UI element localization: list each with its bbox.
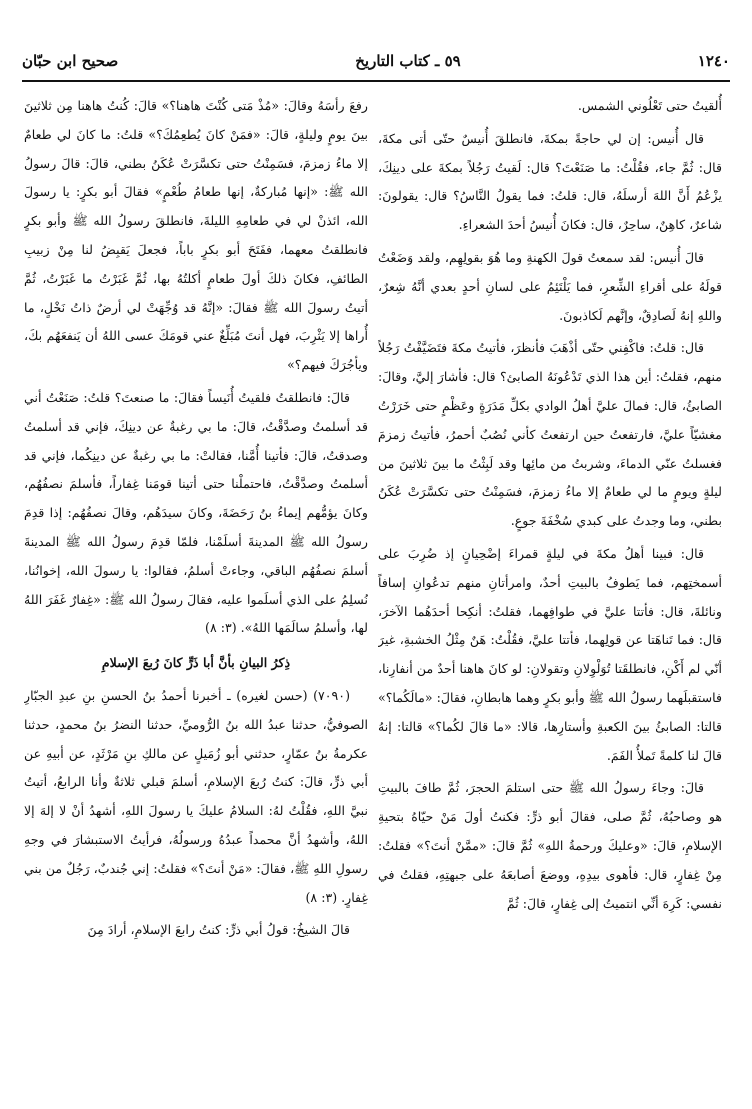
right-text-column <box>378 92 722 1092</box>
paragraph: قال أُنيس: إن لي حاجةً بمكةَ، فانطلقَ أُنيسٌ حتّى أتى مكةَ، قال: ثُمَّ جاء، فقُلْتُ: ما صَنَعْتَ؟ قال: لَقيتُ رَجُلاً بمكةَ على دينِكَ، يزْعُمُ أَنَّ اللهَ أرسلَهُ، قال: قلتُ: فما يقولُ النَّاسُ؟ قال: يقولونَ: شاعرٌ، كاهِنٌ، ساحِرٌ، قال: فكانَ أُنيسُ أحدَ الشعراءِ. <box>378 130 722 233</box>
page-number: ١٢٤٠ <box>697 52 730 70</box>
paragraph: أُلقيتُ حتى تَعْلُوني الشمس. <box>577 98 722 113</box>
left-text-column <box>24 92 368 1092</box>
paragraph: قال: قلتُ: فاكْفِني حتّى أذْهَبَ فأنظرَ، فأتيتُ مكةَ فتَضَيَّفْتُ رَجُلاً منهم، فقلتُ: أين هذا الذي تَدْعُونَهُ الصابئ؟ قال: فأشارَ إليَّ، وقالَ: الصابئُ، قال: فمالَ عليَّ أهلُ الوادي بكلِّ مَدَرَةٍ وعَظْمٍ حتى خَرَرْتُ مغشيّاً عليَّ، فارتفعتُ حين ارتفعتُ كأني نُصُبٌ أحمرُ، فأتيتُ زمزمَ فغسلتُ عنّي الدماءَ، وشربتُ من مائِها وقد لَبِثْتُ ما بينَ ثلاثينَ من ليلةٍ ويومٍ ما لي طعامٌ إلا ماءُ زمزمَ، فسَمِنْتُ حتى تكسَّرَتْ عُكَنُ بطني، وما وجدتُ على كبدي سُخْفَةَ جوعٍ. <box>378 340 722 529</box>
paragraph: قال: فبينا أهلُ مكةَ في ليلةٍ قمراءَ إضْحِيانٍ إذ ضُرِبَ على أسمختِهم، فما يَطوفُ بالبيتِ أحدٌ، وامرأتانِ منهم تدعُوانِ إسافاً ونائلةَ، قال: فأتتا عليَّ في طوافِهما، فقلتُ: أنكِحا أحدَهُما الآخرَ، قال: فما تَناهَتا عن قولِهما، فأتتا عليَّ، فقُلْتُ: هَنٌ مِثْلُ الخشبةِ، غيرَ أنّي لم أَكْنِ، فانطلقَتا تُوَلْوِلانِ وتقولانِ: لو كانَ هاهنا أحدٌ من أنفارِنا، فاستقبلَهما رسولُ الله ﷺ وأبو بكرٍ وهما هابطانِ، فقالَ: «مالَكُما؟» قالتا: الصابئُ بينَ الكعبةِ وأستارِها، قالا: «ما قالَ لكُما؟» قالتا: إنهُ قالَ لنا كلمةً تَملأُ الفَمَ. <box>378 545 722 763</box>
chapter-title: ٥٩ ـ كتاب التاريخ <box>355 52 461 70</box>
paragraph: قالَ: فانطلقتُ فلقيتُ أُنَيساً فقالَ: ما صنعتَ؟ قلتُ: صَنَعْتُ أني قد أسلمتُ وصدَّقْتُ، قالَ: ما بي رغبةٌ عن دينِكَ، فإني قد أسلمتُ وصدقتُ، قالَ: فأتينا أُمَّنا، فقالتْ: ما بي رغبةٌ عن دينِكُما، فإني قد أسلمتُ وصدَّقْتُ، فاحتملْنا حتى أتينا قومَنا غِفاراً، فأسلمَ نصفُهُم، وكانَ يؤمُّهم إيماءُ بنُ رَحَضَةَ، وكانَ سيدَهُم، وقالَ نصفُهُم: إذا قدِمَ رسولُ الله ﷺ المدينةَ أسلَمْنا، فلمّا قدِمَ رسولُ الله ﷺ المدينةَ أسلمَ نصفُهُم الباقي، وجاءتْ أسلمُ، فقالوا: يا رسولَ الله، إخوانُنا، نُسلِمُ على الذي أسلَموا عليه، فقالَ رسولُ الله ﷺ: «غِفارٌ غَفَرَ اللهُ لها، وأسلمُ سالَمَها اللهُ». (٣: ٨) <box>24 389 368 636</box>
hadith-paragraph: (٧٠٩٠) (حسن لغيره) ـ أخبرنا أحمدُ بنُ الحسنِ بنِ عبدِ الجبّارِ الصوفيُّ، حدثنا عبدُ الله بنُ الرُّوميِّ، حدثنا النضرُ بنُ محمدٍ، حدثنا عكرمةُ بنُ عمّارٍ، حدثني أبو زُمَيلٍ عن مالكِ بنِ مَرْثَدٍ، عن أبيهِ عن أبي ذرٍّ، قالَ: كنتُ رُبعَ الإسلامِ، أسلمَ قبلي ثلاثةٌ وأنا الرابعُ، أتيتُ نبيَّ اللهِ، فقُلْتُ لهُ: السلامُ عليكَ يا رسولَ اللهِ، أشهدُ أنْ لا إلهَ إلا اللهُ، وأشهدُ أنَّ محمداً عبدُهُ ورسولُهُ، فرأيتُ الاستبشارَ في وجهِ رسولِ اللهِ ﷺ، فقالَ: «مَنْ أنتَ؟» فقلتُ: إني جُندبٌ، رَجُلٌ من بني غِفارٍ. (٣: ٨) <box>24 687 368 905</box>
page-header <box>22 40 730 76</box>
paragraph: رفعَ رأسَهُ وقالَ: «مُذْ مَتى كُنْتَ هاهنا؟» قالَ: كُنتُ هاهنا مِن ثلاثينَ بينَ يومٍ وليلةٍ، قالَ: «فمَنْ كانَ يُطعِمُكَ؟» قلتُ: ما كانَ لي طعامٌ إلا ماءُ زمزمَ، فسَمِنْتُ حتى تكسَّرَتْ عُكَنُ بطني، قالَ: قالَ رسولُ الله ﷺ: «إنها مُباركةٌ، إنها طعامُ طُعْمٍ» فقالَ أبو بكرٍ: يا رسولَ الله، ائذنْ لي في طعامِهِ الليلةَ، فانطلقَ رسولُ الله ﷺ وأبو بكرٍ فانطلقتُ معهما، ففَتَحَ أبو بكرٍ باباً، فجعلَ يَقبِضُ لنا مِنْ زبيبِ الطائفِ، فكانَ ذلكَ أولَ طعامٍ أكلتُهُ بها، ثُمَّ غَبَرْتُ ما غَبَرْتُ، ثُمَّ أتيتُ رسولَ الله ﷺ فقالَ: «إنَّهُ قد وُجِّهَتْ لي أرضٌ ذاتُ نَخْلٍ، ما أُراها إلا يَثْرِبَ، فهل أنتَ مُبَلِّغٌ عني قومَكَ عسى اللهُ أن يَنفعَهُم بكَ، ويأجُرَكَ فيهم؟» <box>24 98 368 373</box>
section-heading: ذِكرُ البيانِ بأنَّ أبا ذَرٍّ كانَ رُبعَ الإسلامِ <box>101 655 291 671</box>
header-rule <box>22 80 730 82</box>
book-title: صحيح ابن حبّان <box>22 52 119 70</box>
paragraph: قالَ أُنيس: لقد سمعتُ قولَ الكهنةِ وما هُوَ بقولِهِم، ولقد وَضَعْتُ قولَهُ على أقراءِ الشِّعرِ، فما يَلْتَئِمُ على لسانِ أحدٍ بعدي أنَّهُ شِعرٌ، واللهِ إنهُ لَصادِقٌ، وإنَّهم لَكاذبونَ. <box>378 249 722 323</box>
paragraph: قالَ: وجاءَ رسولُ الله ﷺ حتى استلمَ الحجرَ، ثُمَّ طافَ بالبيتِ هو وصاحبُهُ، ثُمَّ صلى، فقالَ أبو ذرٍّ: فكنتُ أولَ مَنْ حيّاهُ بتحيةِ الإسلامِ، قالَ: «وعليكَ ورحمةُ اللهِ» ثُمَّ قالَ: «ممَّنْ أنتَ؟» فقلتُ: مِنْ غِفارٍ، قال: فأهوى بيدِهِ، ووضعَ أصابعَهُ على جبهتِهِ، فقلتُ في نفسي: كَرِهَ أنِّي انتميتُ إلى غِفارٍ، قالَ: ثُمَّ <box>378 780 722 911</box>
paragraph: قالَ الشيخُ: قولُ أبي ذرٍّ: كنتُ رابعَ الإسلامِ، أرادَ مِنَ <box>87 922 350 938</box>
